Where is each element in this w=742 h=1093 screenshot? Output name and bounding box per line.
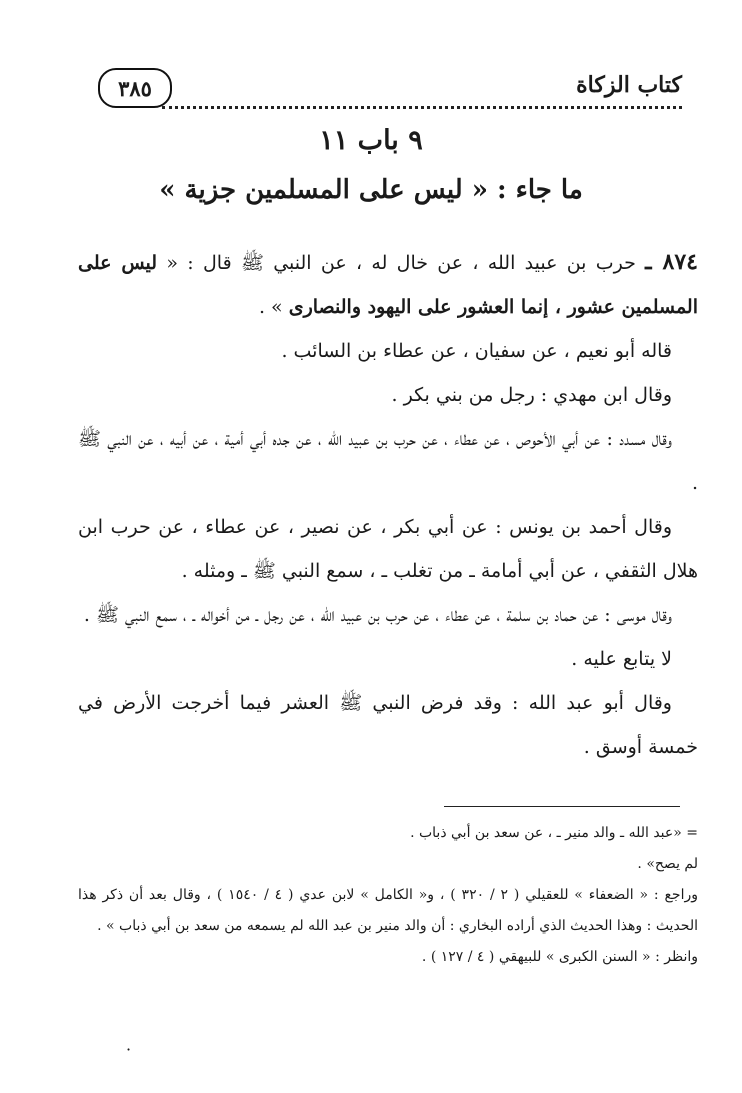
paragraph: وقال مسدد : عن أبي الأحوص ، عن عطاء ، عن حرب بن عبيد الله ، عن جده أبي أمية ، عن أبيه ، عن النبي ﷺ . xyxy=(78,428,698,494)
hadith-paragraph xyxy=(78,240,698,329)
footnote-line: وراجع : « الضعفاء » للعقيلي ( ٢ / ٣٢٠ ) ، و« الكامل » لابن عدي ( ٤ / ١٥٤٠ ) ، وقال بعد أن ذكر هذا الحديث : وهذا الحديث الذي أراده البخاري : أن والد منير بن عبد الله لم يسمعه من سعد بن أبي ذباب » . xyxy=(78,887,698,934)
hadith-intro: حرب بن عبيد الله ، عن خال له ، عن النبي ﷺ قال : « xyxy=(166,252,636,274)
book-title: كتاب الزكاة xyxy=(576,72,682,98)
chapter-heading: ٩ باب ١١ xyxy=(319,125,423,156)
chapter-subtitle: ما جاء : « ليس على المسلمين جزية » xyxy=(159,175,583,205)
page-number-badge: ٣٨٥ xyxy=(98,68,172,108)
paragraph: وقال أبو عبد الله : وقد فرض النبي ﷺ العشر فيما أخرجت الأرض في خمسة أوسق . xyxy=(78,692,698,758)
paragraph: وقال ابن مهدي : رجل من بني بكر . xyxy=(391,384,672,406)
paragraph: قاله أبو نعيم ، عن سفيان ، عن عطاء بن السائب . xyxy=(281,340,672,362)
hadith-quote-end: » . xyxy=(258,296,283,318)
hadith-quote: ليس على المسلمين عشور ، إنما العشور على اليهود والنصارى xyxy=(78,252,698,318)
footnote-line: = «عبد الله ـ والد منير ـ ، عن سعد بن أبي ذباب . xyxy=(410,825,698,841)
footnote-line: لم يصح» . xyxy=(637,856,698,872)
paragraph: وقال أحمد بن يونس : عن أبي بكر ، عن نصير ، عن عطاء ، عن حرب ابن هلال الثقفي ، عن أبي أمامة ـ من تغلب ـ ، سمع النبي ﷺ ـ ومثله . xyxy=(78,516,698,582)
main-text xyxy=(78,240,698,769)
paragraph: لا يتابع عليه . xyxy=(571,648,672,670)
footnotes xyxy=(78,818,698,973)
footnote-divider xyxy=(444,806,680,807)
footnote-line: وانظر : « السنن الكبرى » للبيهقي ( ٤ / ١٢٧ ) . xyxy=(421,949,698,965)
header-rule xyxy=(162,106,682,109)
paragraph: وقال موسى : عن حماد بن سلمة ، عن عطاء ، عن حرب بن عبيد الله ، عن رجل ـ من أخواله ـ ، سمع النبي ﷺ . xyxy=(83,604,672,626)
page-header xyxy=(92,60,682,110)
stray-mark: · xyxy=(126,1040,132,1059)
hadith-number: ٨٧٤ ـ xyxy=(645,249,698,275)
